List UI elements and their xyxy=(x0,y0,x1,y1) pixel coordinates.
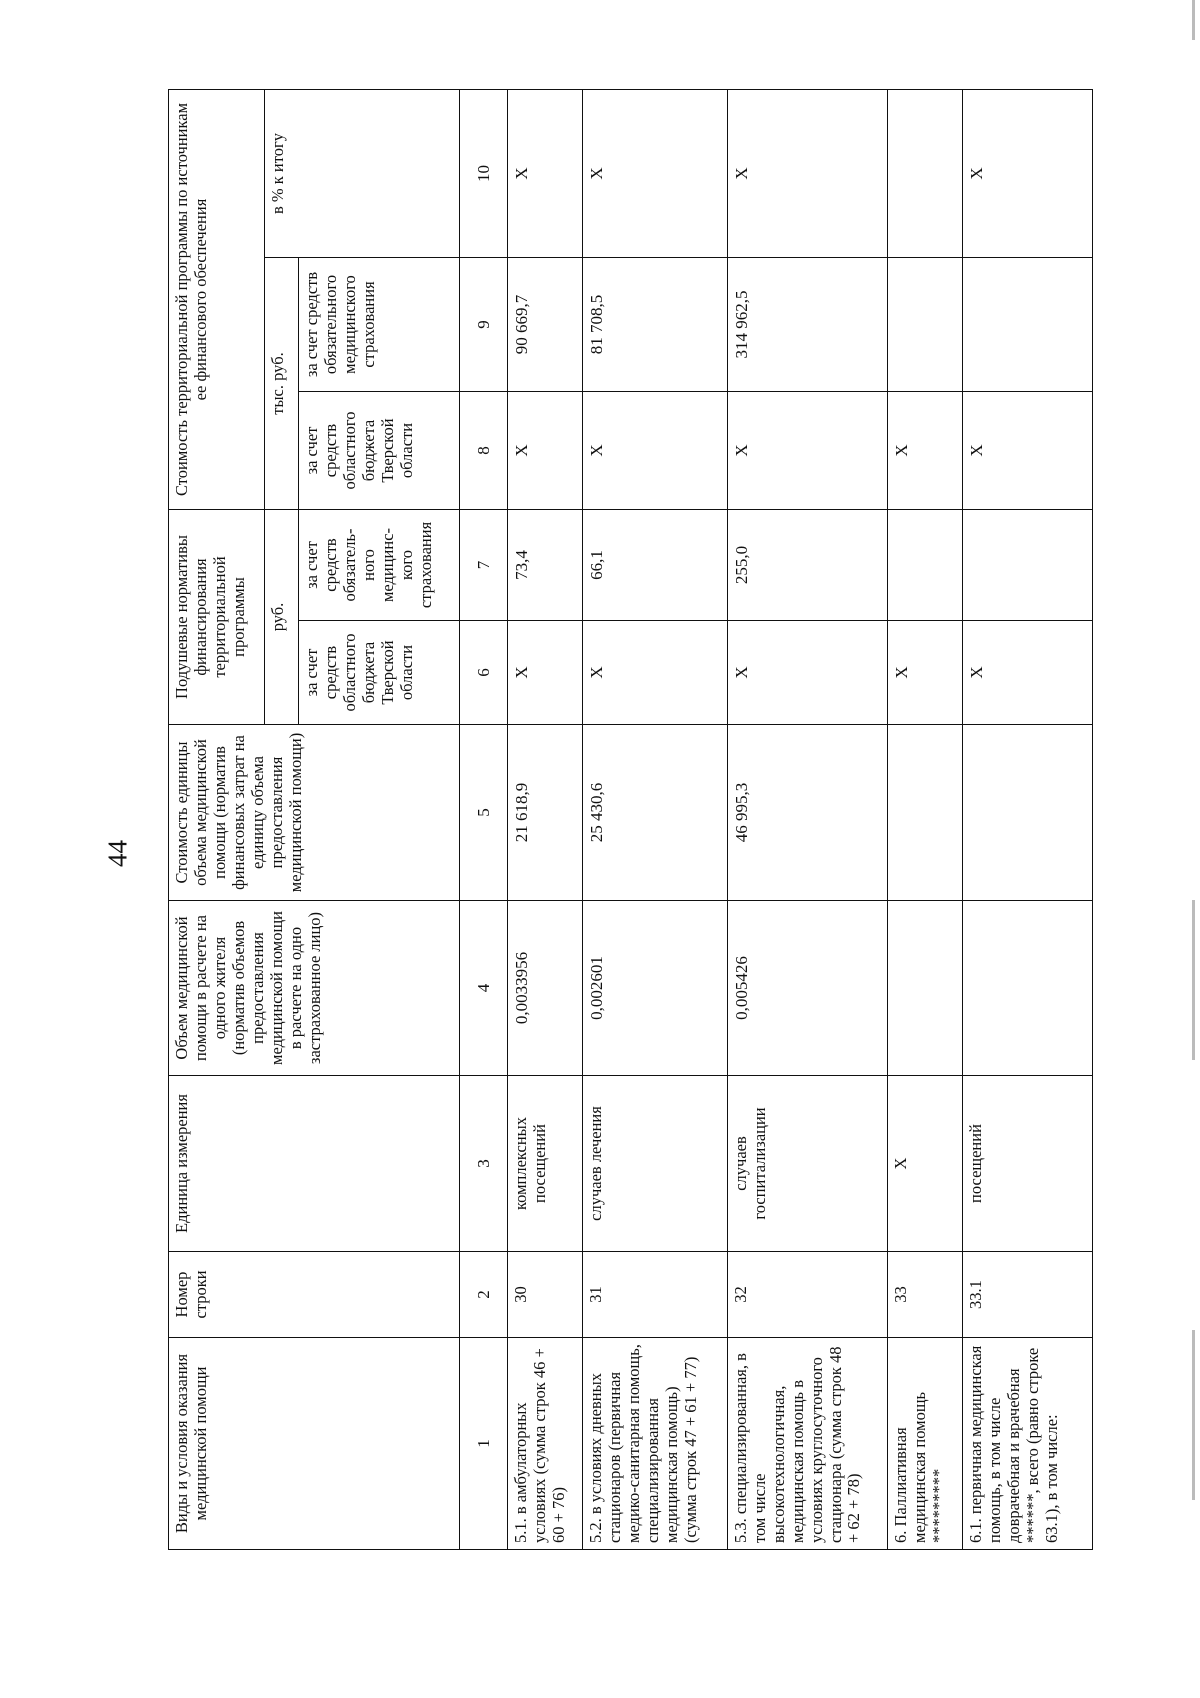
row-unit-cost: 46 995,3 xyxy=(727,725,887,901)
header-program-cost: Стоимость территориальной программы по источникам ее финансового обеспечения xyxy=(169,90,265,510)
row-kind: 5.2. в условиях дневных стационаров (первичная медико-санитарная помощь, специализированная медицинская помощь) (сумма строк 47 + 61 + 77) xyxy=(582,1338,727,1550)
header-program-cost-unit: тыс. руб. xyxy=(265,258,299,510)
table-container xyxy=(168,90,1093,1550)
column-number: 3 xyxy=(459,1076,508,1252)
column-number: 10 xyxy=(459,90,508,258)
row-number: 31 xyxy=(582,1252,727,1338)
row-tot-oms xyxy=(962,258,1092,392)
row-pc-budget: X xyxy=(582,621,727,725)
column-number: 8 xyxy=(459,392,508,510)
row-tot-oms xyxy=(888,258,963,392)
row-tot-budget: X xyxy=(508,392,583,510)
header-row-1 xyxy=(169,90,265,1550)
row-kind: 6. Паллиативная медицинская помощь ********* xyxy=(888,1338,963,1550)
row-volume: 0,0033956 xyxy=(508,901,583,1076)
row-number: 33 xyxy=(888,1252,963,1338)
row-kind: 6.1. первичная медицинская помощь, в том числе доврачебная и врачебная ******, всего (равно строке 63.1), в том числе: xyxy=(962,1338,1092,1550)
row-unit-cost: 25 430,6 xyxy=(582,725,727,901)
row-unit: посещений xyxy=(962,1076,1092,1252)
row-volume: 0,002601 xyxy=(582,901,727,1076)
header-unit: Единица измерения xyxy=(169,1076,460,1252)
table-row xyxy=(582,90,727,1550)
column-number: 2 xyxy=(459,1252,508,1338)
row-pc-oms: 255,0 xyxy=(727,510,887,621)
table-row xyxy=(962,90,1092,1550)
scan-edge-mark xyxy=(1192,1330,1195,1500)
column-number: 5 xyxy=(459,725,508,901)
page-number: 44 xyxy=(102,840,133,867)
row-unit-cost xyxy=(888,725,963,901)
scan-edge-mark xyxy=(1192,900,1195,1060)
row-unit-cost: 21 618,9 xyxy=(508,725,583,901)
column-number: 1 xyxy=(459,1338,508,1550)
row-volume xyxy=(962,901,1092,1076)
row-unit: комплексных посещений xyxy=(508,1076,583,1252)
row-percent: X xyxy=(582,90,727,258)
row-tot-budget: X xyxy=(582,392,727,510)
row-tot-budget: X xyxy=(962,392,1092,510)
header-tot-oms: за счет средств обязательного медицинского страхования xyxy=(299,258,459,392)
column-number: 7 xyxy=(459,510,508,621)
row-volume xyxy=(888,901,963,1076)
header-volume: Объем медицинской помощи в расчете на одного жителя (норматив объемов предоставления медицинской помощи в расчете на одно застрахованное лицо) xyxy=(169,901,460,1076)
header-kind: Виды и условия оказания медицинской помощи xyxy=(169,1338,460,1550)
column-number: 6 xyxy=(459,621,508,725)
column-number: 9 xyxy=(459,258,508,392)
row-pc-budget: X xyxy=(508,621,583,725)
row-pc-budget: X xyxy=(727,621,887,725)
financing-table xyxy=(168,89,1093,1550)
row-tot-oms: 314 962,5 xyxy=(727,258,887,392)
header-tot-budget: за счет средств областного бюджета Тверской области xyxy=(299,392,459,510)
row-number: 30 xyxy=(508,1252,583,1338)
header-pc-budget: за счет средств областного бюджета Тверской области xyxy=(299,621,459,725)
row-number: 32 xyxy=(727,1252,887,1338)
header-row-number: Номер строки xyxy=(169,1252,460,1338)
header-per-capita-unit: руб. xyxy=(265,510,299,725)
header-per-capita: Подушевые нормативы финансирования территориальной программы xyxy=(169,510,265,725)
row-number: 33.1 xyxy=(962,1252,1092,1338)
table-row xyxy=(508,90,583,1550)
row-tot-oms: 90 669,7 xyxy=(508,258,583,392)
row-percent: X xyxy=(727,90,887,258)
scan-edge-mark xyxy=(1192,0,1195,40)
header-percent: в % к итогу xyxy=(265,90,459,258)
row-tot-oms: 81 708,5 xyxy=(582,258,727,392)
row-tot-budget: X xyxy=(727,392,887,510)
row-unit: X xyxy=(888,1076,963,1252)
row-pc-oms xyxy=(962,510,1092,621)
row-tot-budget: X xyxy=(888,392,963,510)
column-number-row xyxy=(459,90,508,1550)
row-pc-oms: 66,1 xyxy=(582,510,727,621)
header-pc-oms: за счет средств обязатель-ного медицинс-кого страхования xyxy=(299,510,459,621)
row-percent: X xyxy=(508,90,583,258)
row-pc-budget: X xyxy=(962,621,1092,725)
row-volume: 0,005426 xyxy=(727,901,887,1076)
row-pc-oms: 73,4 xyxy=(508,510,583,621)
row-percent xyxy=(888,90,963,258)
table-row xyxy=(888,90,963,1550)
row-unit: случаев госпитализации xyxy=(727,1076,887,1252)
row-unit-cost xyxy=(962,725,1092,901)
row-kind: 5.1. в амбулаторных условиях (сумма строк 46 + 60 + 76) xyxy=(508,1338,583,1550)
header-unit-cost: Стоимость единицы объема медицинской помощи (норматив финансовых затрат на единицу объема предоставления медицинской помощи) xyxy=(169,725,460,901)
column-number: 4 xyxy=(459,901,508,1076)
row-pc-oms xyxy=(888,510,963,621)
row-percent: X xyxy=(962,90,1092,258)
row-pc-budget: X xyxy=(888,621,963,725)
row-unit: случаев лечения xyxy=(582,1076,727,1252)
row-kind: 5.3. специализированная, в том числе высокотехнологичная, медицинская помощь в условиях круглосуточного стационара (сумма строк 48 + 62 + 78) xyxy=(727,1338,887,1550)
table-row xyxy=(727,90,887,1550)
